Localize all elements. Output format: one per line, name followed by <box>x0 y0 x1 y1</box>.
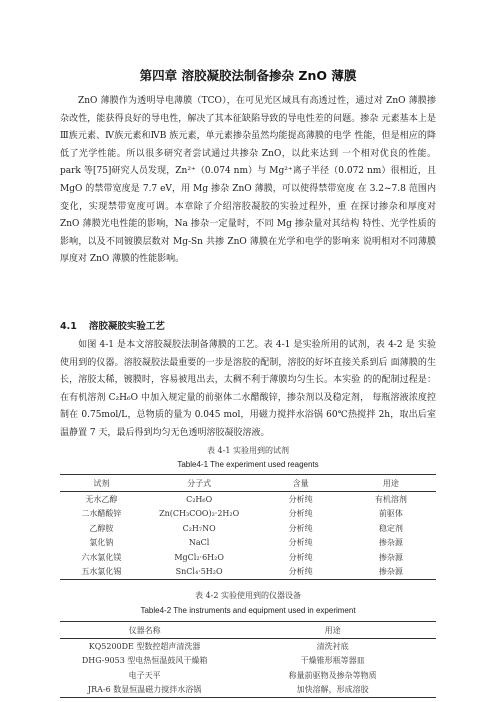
intro-line: 在 3.2~7.8 范围内变化，实现禁带宽度可调。本章除了介绍溶胶凝胶的实验过程外，重 <box>60 183 437 212</box>
table-cell: 掺杂源 <box>378 538 403 548</box>
reagents-table <box>60 474 436 580</box>
body-line: 如图 4-1 是本文溶胶凝胶法制备薄膜的工艺。表 4-1 是实验所用的试剂，表 4-2 是 <box>78 340 415 350</box>
table2-caption-cn: 表 4-2 实验使用到的仪器设备 <box>195 591 301 600</box>
table-cell: 电子天平 <box>128 670 161 680</box>
intro-line: nm）很相近，且 MgO 的禁带宽度是 7.7 eV，用 Mg 掺杂 ZnO 薄膜，可以使得禁带宽度 <box>60 166 436 194</box>
table-cell: NaCl <box>188 538 210 548</box>
table-cell: 无水乙醇 <box>85 494 118 504</box>
column-header: 含量 <box>292 478 309 488</box>
table-cell: 加快溶解，形成溶胶 <box>296 685 369 695</box>
chapter-title: 第四章 溶胶凝胶法制备掺杂 ZnO 薄膜 <box>139 68 357 83</box>
table-cell: 分析纯 <box>288 523 313 533</box>
table-cell: 分析纯 <box>288 552 313 562</box>
intro-line: 特性、光学性质的影响，以及不同镀膜层数对 Mg-Sn 共掺 ZnO 薄膜在光学和电学的影响来 <box>60 219 436 247</box>
table-row <box>60 668 436 683</box>
table-cell: 二水醋酸锌 <box>81 509 122 519</box>
table-cell: 六水氯化镁 <box>81 552 122 562</box>
column-header: 仪器名称 <box>128 625 161 635</box>
table-cell: 分析纯 <box>288 567 313 577</box>
body-line: 面薄膜的生长，溶胶太稀，镀膜时，容易被甩出去，太稠不利于薄膜均匀生长。本实验 <box>60 357 436 386</box>
table-cell: 掺杂源 <box>378 552 403 562</box>
table-cell: SnCl₄·5H₂O <box>175 567 223 577</box>
table-cell: 乙醇胺 <box>89 523 114 533</box>
table-cell: 掺杂源 <box>378 567 403 577</box>
table-cell: 称量前驱物及掺杂等物质 <box>288 670 377 680</box>
table-row <box>60 550 436 565</box>
table-header-row <box>60 622 436 639</box>
body-paragraph <box>60 337 436 443</box>
table-row <box>60 639 436 654</box>
intro-paragraph <box>60 93 436 269</box>
table2-caption-en: Table4-2 The instruments and equipment used in experiment <box>140 606 356 615</box>
intro-line: 一个相对优良的性能。park 等[75]研究人员发现，Zn²⁺（0.074 nm）与 Mg²⁺离子半径（0.072 <box>60 148 436 177</box>
table-cell: C₂H₇NO <box>182 523 216 533</box>
table-cell: DHG-9053 型电热恒温鼓风干燥箱 <box>81 656 208 666</box>
table-row <box>60 536 436 551</box>
table-row <box>60 683 436 698</box>
body-line: 的的配制过程是：在有机溶剂 C₂H₆O 中加入规定量的前驱体二水醋酸锌，掺杂剂以及稳定剂， <box>60 375 436 403</box>
intro-line: 性能，但是相应的降低了光学性能。所以很多研究者尝试通过共掺杂 ZnO，以此来达到 <box>60 131 436 159</box>
section-number: 4.1 <box>60 321 77 332</box>
table-cell: C₂H₆O <box>186 494 213 504</box>
table-cell: 干燥锥形瓶等器皿 <box>300 656 365 666</box>
table-cell: MgCl₂·6H₂O <box>174 552 224 562</box>
intro-line: 薄膜掺杂改性，能获得良好的导电性，解决了其本征缺陷导致的导电性差的问题。掺杂 <box>60 96 436 124</box>
table-cell: 有机溶剂 <box>374 494 407 504</box>
table-header-row <box>60 475 436 492</box>
table1-caption-cn: 表 4-1 实验用到的试剂 <box>207 446 289 455</box>
intro-line: 元素基本上是Ⅲ族元素、Ⅳ族元素和ⅣB 族元素，单元素掺杂虽然均能提高薄膜的电学 <box>60 113 436 142</box>
section-title: 溶胶凝胶实验工艺 <box>88 321 165 332</box>
table1-caption-en: Table4-1 The experiment used reagents <box>177 460 319 469</box>
column-header: 试剂 <box>93 478 110 488</box>
intro-line: 在探讨掺杂和厚度对 ZnO 薄膜光电性能的影响，Na 掺杂一定量时，不同 Mg 掺杂量对其结构 <box>60 201 436 230</box>
table-cell: 氯化钠 <box>89 538 114 548</box>
column-header: 用途 <box>324 625 341 635</box>
section-heading <box>60 318 165 332</box>
table-cell: Zn(CH₃COO)₂·2H₂O <box>159 509 240 519</box>
intro-line: 说明相对不同薄膜厚度对 ZnO 薄膜的性能影响。 <box>60 236 436 265</box>
body-line: 实验使用到的仪器。溶胶凝胶法最重要的一步是溶胶的配制，溶胶的好坏直接关系到后 <box>60 340 436 368</box>
table-row <box>60 565 436 580</box>
table-cell: 分析纯 <box>288 538 313 548</box>
table-cell: 分析纯 <box>288 509 313 519</box>
table-row <box>60 521 436 536</box>
table-cell: 清洗衬底 <box>316 641 349 651</box>
table-row <box>60 654 436 669</box>
table-cell: JRA-6 数显恒温磁力搅拌水浴锅 <box>87 685 202 695</box>
column-header: 用途 <box>382 478 399 488</box>
body-line: 每瓶溶液浓度控制在 0.75mol/L，总物质的量为 0.045 mol，用磁力搅拌水浴锅 60℃热搅拌 <box>60 392 436 421</box>
table-cell: 前驱体 <box>378 509 403 519</box>
table-row <box>60 492 436 507</box>
column-header: 分子式 <box>187 478 212 488</box>
instruments-table <box>60 621 436 698</box>
body-line: 2h，取出后室温静置 7 天，最后得到均匀无色透明溶胶凝胶溶液。 <box>60 410 436 438</box>
table-cell: 分析纯 <box>288 494 313 504</box>
table-cell: 五水氯化锡 <box>81 567 122 577</box>
table-row <box>60 507 436 522</box>
table-cell: KQ5200DE 型数控超声清洗器 <box>88 641 201 651</box>
table-cell: 稳定剂 <box>378 523 403 533</box>
intro-line: ZnO 薄膜作为透明导电薄膜（TCO），在可见光区域具有高透过性，通过对 ZnO <box>78 96 406 106</box>
